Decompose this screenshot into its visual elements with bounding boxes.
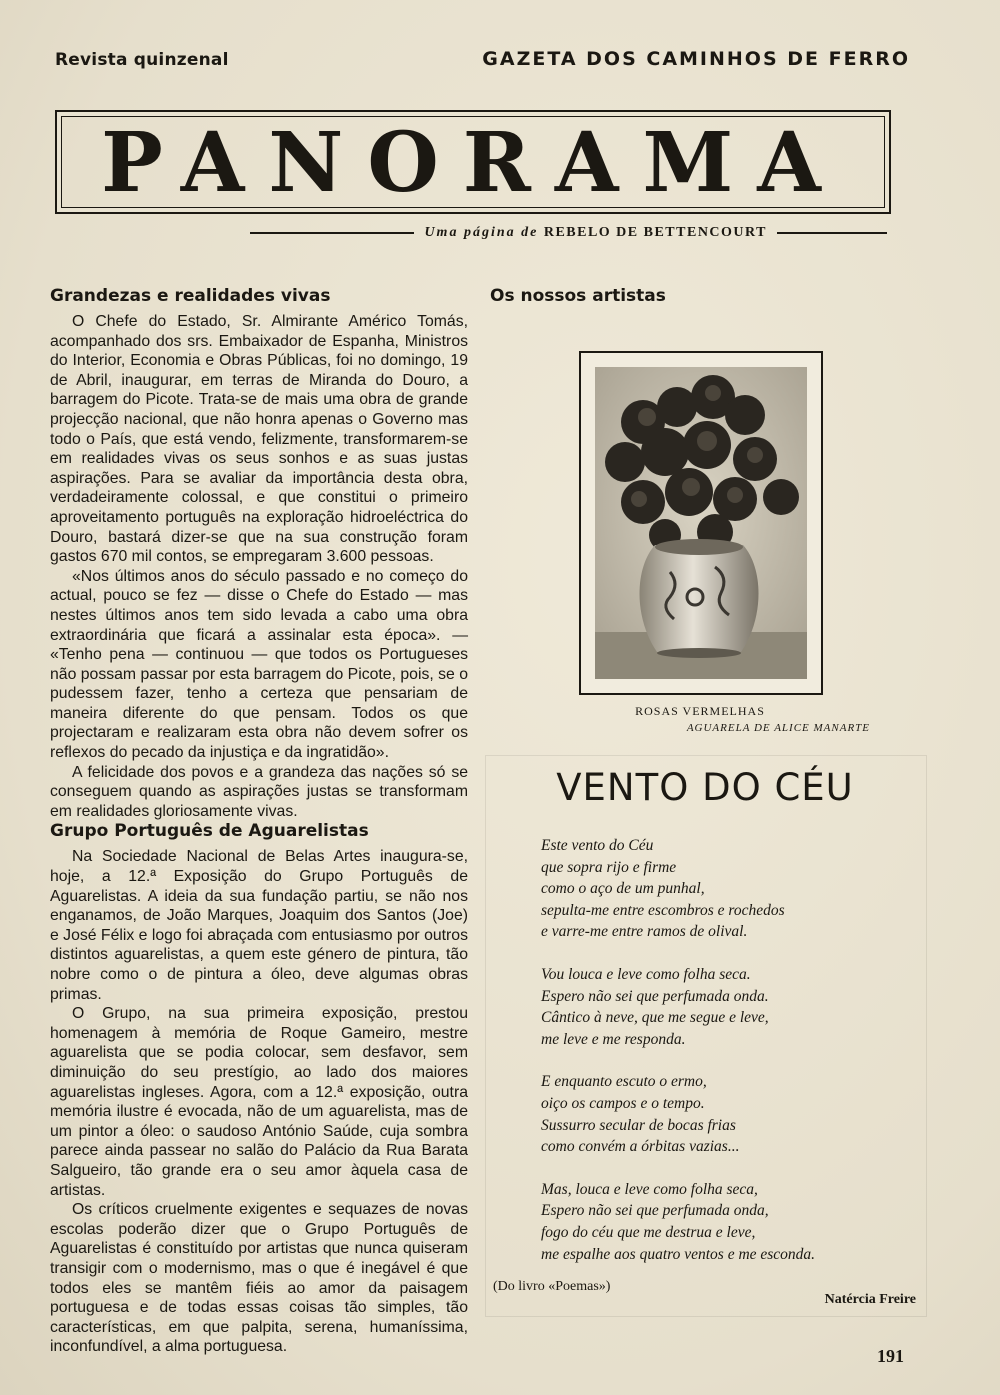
paragraph: O Chefe do Estado, Sr. Almirante Américo Tomás, acompanhado dos srs. Embaixador de Espanha, Ministros do Interior, Economia e Obras Públicas, foi no domingo, 19 de Abril, inaugurar, em terras de Miranda do Douro, a barragem do Picote. Trata-se de mais uma obra de grande projecção nacional, que não honra apenas o Governo mas todo o País, que está vendo, felizmente, transformarem-se em realidades vivas os seus sonhos e as suas justas aspirações. Para se avaliar da importância desta obra, verdadeiramente colossal, e que constitui o primeiro aproveitamento português na exploração hidroeléctrica do Douro, bastará dizer-se que na sua construção foram gastos 670 mil contos, se empregaram 3.600 pessoas. bbox=[50, 313, 468, 566]
running-head-left: Revista quinzenal bbox=[55, 50, 229, 70]
panorama-banner bbox=[55, 110, 891, 214]
poem-line: fogo do céu que me destrua e leve, bbox=[541, 1223, 756, 1241]
byline-rule-right bbox=[777, 232, 887, 234]
byline-rule-left bbox=[250, 232, 414, 234]
painting-caption-title: ROSAS VERMELHAS bbox=[635, 704, 765, 718]
painting-caption-credit: AGUARELA DE ALICE MANARTE bbox=[686, 722, 870, 734]
running-head-right: GAZETA DOS CAMINHOS DE FERRO bbox=[482, 48, 910, 70]
poem-stanza bbox=[541, 1179, 921, 1265]
paragraph: «Nos últimos anos do século passado e no começo do actual, pouco se fez — disse o Chefe do Estado — mas nestes últimos anos tem sido levada a cabo uma obra extraordinária que ficará a assinalar esta época». — «Tenho pena — continuou — que todos os Portugueses não possam passar por esta barragem do Picote, pois, se o pudessem fazer, tenho a certeza que pensariam de maneira diferente do que pensam. Todos os que projectaram e realizaram esta obra não devem sofrer os reflexos do pecado da injustiça e da ingratidão». bbox=[50, 567, 468, 762]
right-column bbox=[490, 286, 920, 312]
paragraph: Na Sociedade Nacional de Belas Artes inaugura-se, hoje, a 12.ª Exposição do Grupo Português de Aguarelistas. A ideia da sua fundação partiu, se não nos enganamos, de João Marques, Joaquim dos Santos (Joe) e José Félix e logo foi abraçada com entusiasmo por outros distintos aguarelistas, a quem este género de pintura, tão nobre como o de pintura a óleo, deve algumas obras primas. bbox=[50, 848, 468, 1003]
poem-stanza bbox=[541, 835, 921, 943]
byline-row bbox=[250, 225, 887, 241]
poem-line: Vou louca e leve como folha seca. bbox=[541, 965, 751, 983]
poem-line: me leve e me responda. bbox=[541, 1030, 686, 1048]
poem-line: Este vento do Céu bbox=[541, 837, 654, 854]
poem bbox=[541, 835, 921, 1286]
roses-vase-illustration bbox=[595, 367, 807, 679]
poem-source: (Do livro «Poemas») bbox=[493, 1279, 611, 1294]
byline-prefix: Uma página de bbox=[424, 225, 539, 240]
painting-frame bbox=[579, 351, 823, 695]
paragraph: O Grupo, na sua primeira exposição, prestou homenagem à memória de Roque Gameiro, mestre aguarelista que se podia colocar, sem desfavor, sem diminuição do seu prestígio, ao lado dos maiores aguarelistas ingleses. Agora, com a 12.ª exposição, outra memória ilustre é evocada, não de um aguarelista, mas de um pintor a óleo: o saudoso António Saúde, cuja sombra parece ainda passear no salão do Palácio da Rua Barata Salgueiro, tão grande era o seu amor àquela casa de artistas. bbox=[50, 1005, 468, 1199]
left-column bbox=[50, 286, 468, 1357]
poem-line: e varre-me entre ramos de olival. bbox=[541, 923, 748, 941]
section-title-artistas: Os nossos artistas bbox=[490, 286, 666, 306]
poem-line: Espero não sei que perfumada onda, bbox=[541, 1202, 769, 1220]
roses-painting-image bbox=[595, 367, 807, 679]
poem-line: Cântico à neve, que me segue e leve, bbox=[541, 1009, 769, 1027]
byline bbox=[414, 225, 777, 241]
poem-line: oiço os campos e o tempo. bbox=[541, 1094, 705, 1112]
poem-line: como convém a órbitas vazias... bbox=[541, 1138, 740, 1156]
byline-name: REBELO DE BETTENCOURT bbox=[543, 225, 767, 240]
section-title-aguarelistas: Grupo Português de Aguarelistas bbox=[50, 821, 369, 842]
poem-line: sepulta-me entre escombros e rochedos bbox=[541, 901, 785, 919]
poem-line: E enquanto escuto o ermo, bbox=[541, 1073, 707, 1091]
paragraph: Os críticos cruelmente exigentes e sequazes de novas escolas poderão dizer que o Grupo Português de Aguarelistas é constituído por artistas que nunca quiseram transigir com o modernismo, mas o que é inegável é que todos eles se mantêm fiéis ao amor da paisagem portuguesa e de todas essas coisas tão simples, tão características, em que palpita, serena, humaníssima, inconfundível, a alma portuguesa. bbox=[50, 1201, 468, 1356]
poem-stanza bbox=[541, 1071, 921, 1157]
poem-author: Natércia Freire bbox=[824, 1292, 916, 1307]
banner-title: PANORAMA bbox=[101, 115, 845, 211]
poem-line: como o aço de um punhal, bbox=[541, 880, 705, 898]
section-title-grandezas: Grandezas e realidades vivas bbox=[50, 286, 331, 306]
poem-line: que sopra rijo e firme bbox=[541, 858, 677, 876]
poem-line: Espero não sei que perfumada onda. bbox=[541, 987, 769, 1005]
poem-title: VENTO DO CÉU bbox=[556, 766, 854, 809]
poem-line: Sussurro secular de bocas frias bbox=[541, 1116, 736, 1134]
poem-line: Mas, louca e leve como folha seca, bbox=[541, 1180, 758, 1198]
page-number: 191 bbox=[877, 1346, 904, 1366]
paragraph: A felicidade dos povos e a grandeza das nações só se conseguem quando as aspirações justas se transformam em realidades gloriosamente vivas. bbox=[50, 763, 468, 820]
poem-line: me espalhe aos quatro ventos e me esconda. bbox=[541, 1245, 816, 1263]
poem-stanza bbox=[541, 964, 921, 1050]
